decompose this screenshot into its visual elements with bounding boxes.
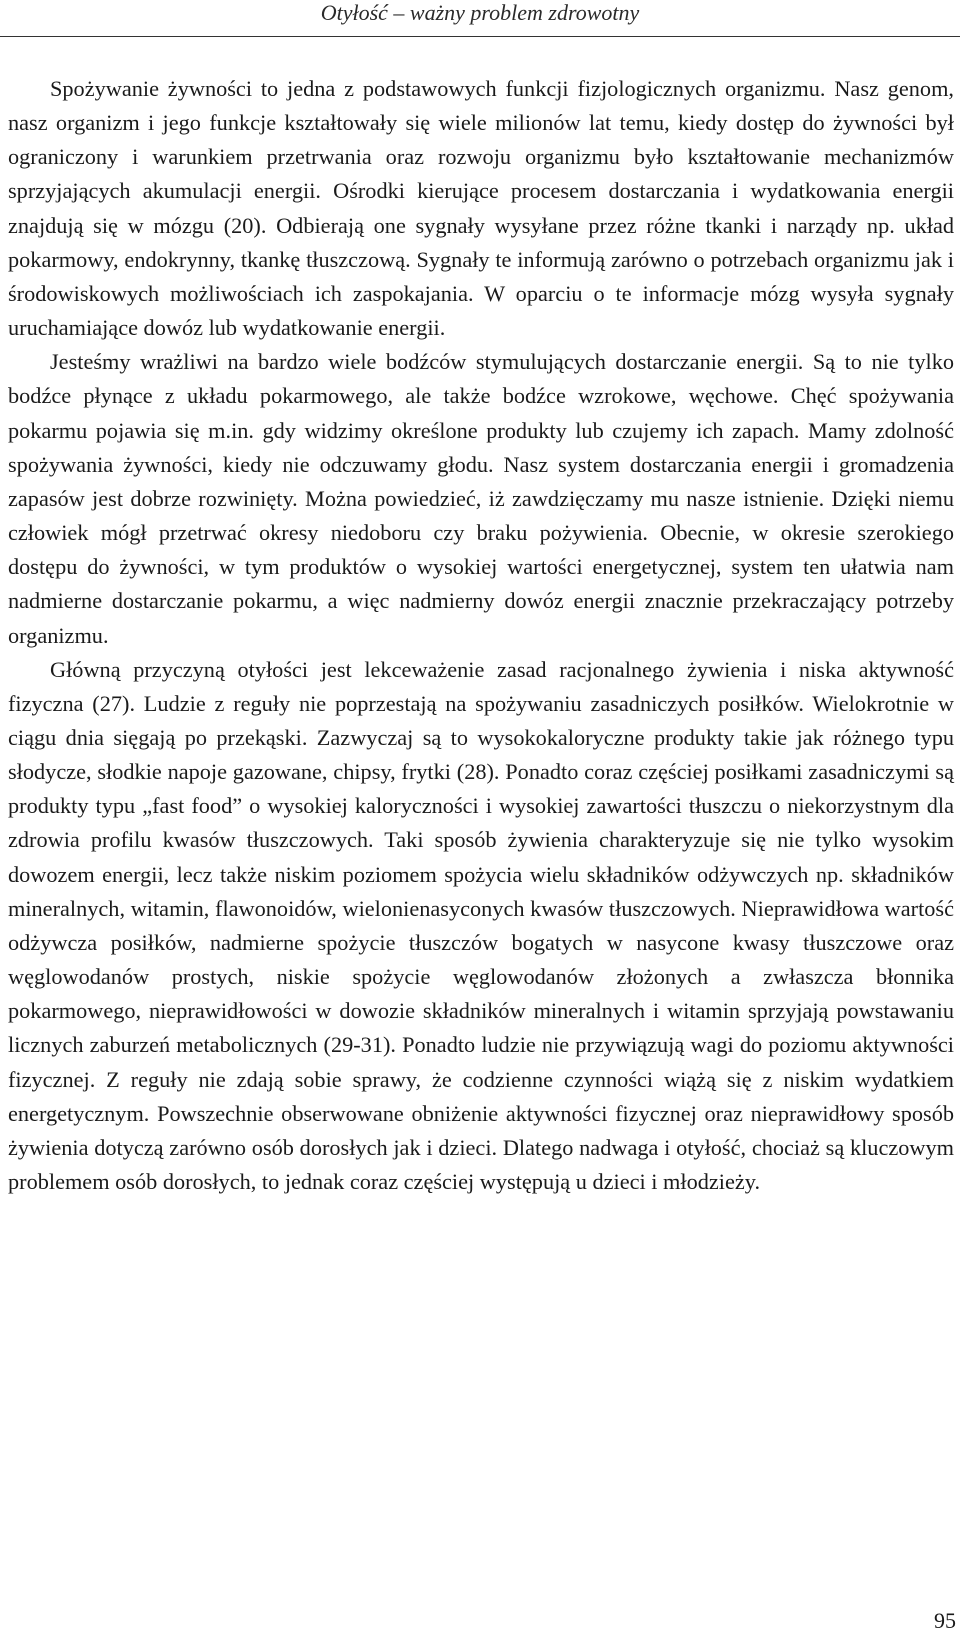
paragraph-2: Jesteśmy wrażliwi na bardzo wiele bodźców stymulujących dostarczanie energii. Są to nie tylko bodźce płynące z układu pokarmowego, ale także bodźce wzrokowe, węchowe. Chęć spożywania pokarmu pojawia się m.in. gdy widzimy określone produkty lub czujemy ich zapach. Mamy zdolność spożywania żywności, kiedy nie odczuwamy głodu. Nasz system dostarczania energii i gromadzenia zapasów jest dobrze rozwinięty. Można powiedzieć, iż zawdzięczamy mu nasze istnienie. Dzięki niemu człowiek mógł przetrwać okresy niedoboru czy braku pożywienia. Obecnie, w okresie szerokiego dostępu do żywności, w tym produktów o wysokiej wartości energetycznej, system ten ułatwia nam nadmierne dostarczanie pokarmu, a więc nadmierny dowóz energii znacznie przekraczający potrzeby organizmu.: [8, 349, 954, 648]
page-number: 95: [934, 1608, 956, 1633]
body-text: [8, 72, 954, 1199]
header-rule: [0, 36, 960, 37]
paragraph-1: Spożywanie żywności to jedna z podstawowych funkcji fizjologicznych organizmu. Nasz genom, nasz organizm i jego funkcje kształtowały się wiele milionów lat temu, kiedy dostęp do żywności był ograniczony i warunkiem przetrwania oraz rozwoju organizmu było kształtowanie mechanizmów sprzyjających akumulacji energii. Ośrodki kierujące procesem dostarczania i wydatkowania energii znajdują się w mózgu (20). Odbierają one sygnały wysyłane przez różne tkanki i narządy np. układ pokarmowy, endokrynny, tkankę tłuszczową. Sygnały te informują zarówno o potrzebach organizmu jak i środowiskowych możliwościach ich zaspokajania. W oparciu o te informacje mózg wysyła sygnały uruchamiające dowóz lub wydatkowanie energii.: [8, 76, 954, 341]
running-head: [0, 0, 960, 40]
running-title: Otyłość – ważny problem zdrowotny: [320, 0, 640, 25]
paragraph-3: Główną przyczyną otyłości jest lekceważenie zasad racjonalnego żywienia i niska aktywność fizyczna (27). Ludzie z reguły nie poprzestają na spożywaniu zasadniczych posiłków. Wielokrotnie w ciągu dnia sięgają po przekąski. Zazwyczaj są to wysokokaloryczne produkty takie jak różnego typu słodycze, słodkie napoje gazowane, chipsy, frytki (28). Ponadto coraz częściej posiłkami zasadniczymi są produkty typu „fast food” o wysokiej kaloryczności i wysokiej zawartości tłuszczu o niekorzystnym dla zdrowia profilu kwasów tłuszczowych. Taki sposób żywienia charakteryzuje się nie tylko wysokim dowozem energii, lecz także niskim poziomem spożycia wielu składników odżywczych np. składników mineralnych, witamin, flawonoidów, wielonienasyconych kwasów tłuszczowych. Nieprawidłowa wartość odżywcza posiłków, nadmierne spożycie tłuszczów bogatych w nasycone kwasy tłuszczowe oraz węglowodanów prostych, niskie spożycie węglowodanów złożonych a zwłaszcza błonnika pokarmowego, nieprawidłowości w dowozie składników mineralnych i witamin sprzyjają powstawaniu licznych zaburzeń metabolicznych (29-31). Ponadto ludzie nie przywiązują wagi do poziomu aktywności fizycznej. Z reguły nie zdają sobie sprawy, że codzienne czynności wiążą się z niskim wydatkiem energetycznym. Powszechnie obserwowane obniżenie aktywności fizycznej oraz nieprawidłowy sposób żywienia dotyczą zarówno osób dorosłych jak i dzieci. Dlatego nadwaga i otyłość, chociaż są kluczowym problemem osób dorosłych, to jednak coraz częściej występują u dzieci i młodzieży.: [8, 656, 954, 1194]
